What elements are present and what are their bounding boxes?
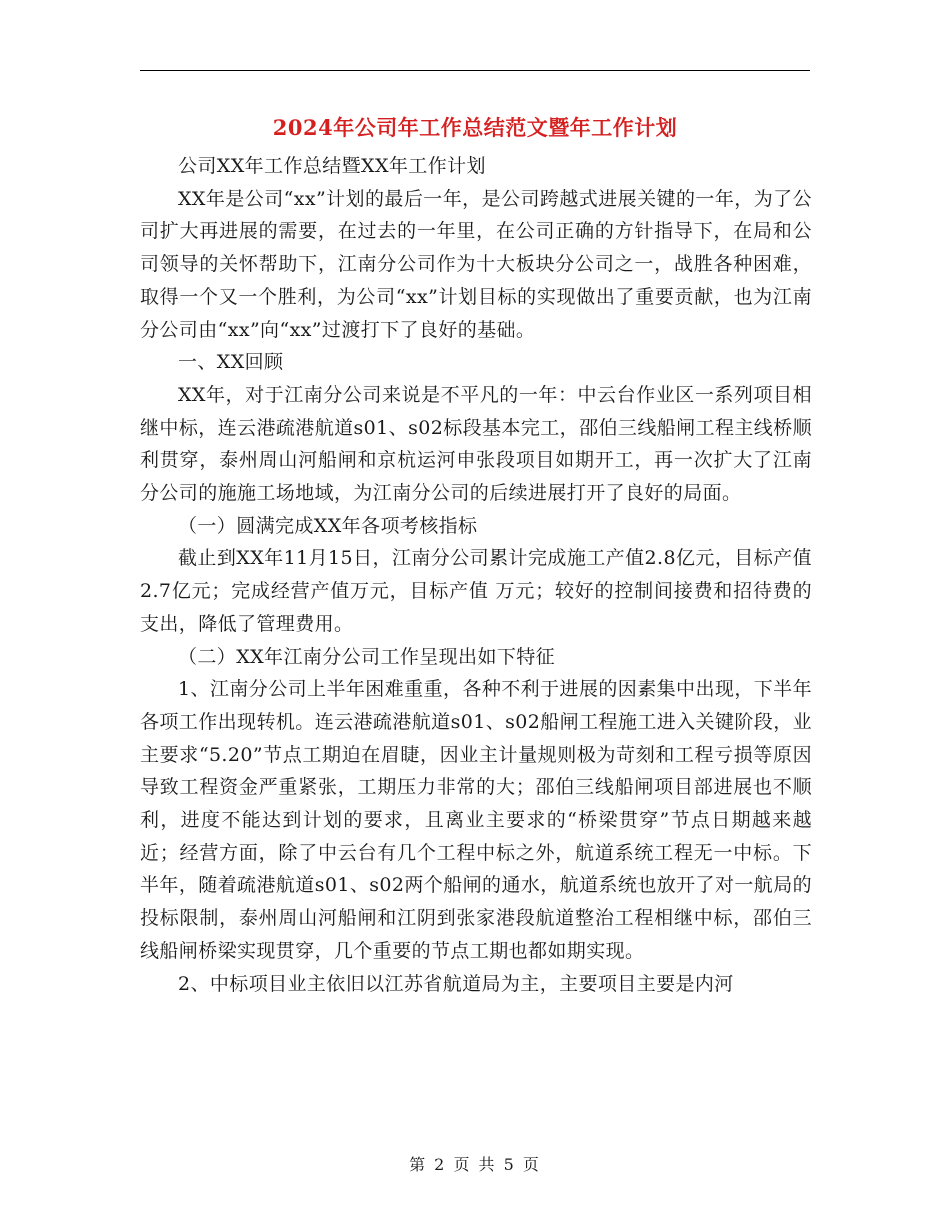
header-rule bbox=[140, 70, 810, 71]
document-title: 2024年公司年工作总结范文暨年工作计划 bbox=[272, 115, 678, 140]
subsection-heading-targets: （一）圆满完成XX年各项考核指标 bbox=[178, 514, 478, 537]
paragraph-subtitle: 公司XX年工作总结暨XX年工作计划 bbox=[178, 155, 486, 177]
paragraph-review: XX年，对于江南分公司来说是不平凡的一年：中云台作业区一系列项目相继中标，连云港疏港航道s01、s02标段基本完工，邵伯三线船闸工程主线桥顺利贯穿，泰州周山河船闸和京杭运河申张段项目如期开工，再一次扩大了江南分公司的施施工场地域，为江南分公司的后续进展打开了良好的局面。 bbox=[140, 383, 812, 505]
page-footer: 第 2 页 共 5 页 bbox=[409, 1155, 541, 1174]
section-heading-review: 一、XX回顾 bbox=[178, 351, 284, 374]
paragraph-intro: XX年是公司“xx”计划的最后一年，是公司跨越式进展关键的一年，为了公司扩大再进展的需要，在过去的一年里，在公司正确的方针指导下，在局和公司领导的关怀帮助下，江南分公司作为十大板块分公司之一，战胜各种困难，取得一个又一个胜利，为公司“xx”计划目标的实现做出了重要贡献，也为江南分公司由“xx”向“xx”过渡打下了良好的基础。 bbox=[140, 187, 812, 341]
paragraph-feature-1: 1、江南分公司上半年困难重重，各种不利于进展的因素集中出现，下半年各项工作出现转机。连云港疏港航道s01、s02船闸工程施工进入关键阶段，业主要求“5.20”节点工期迫在眉睫，因业主计量规则极为苛刻和工程亏损等原因导致工程资金严重紧张，工期压力非常的大；邵伯三线船闸项目部进展也不顺利，进度不能达到计划的要求，且离业主要求的“桥梁贯穿”节点日期越来越近；经营方面，除了中云台有几个工程中标之外，航道系统工程无一中标。下半年，随着疏港航道s01、s02两个船闸的通水，航道系统也放开了对一航局的投标限制，泰州周山河船闸和江阴到张家港段航道整治工程相继中标，邵伯三线船闸桥梁实现贯穿，几个重要的节点工期也都如期实现。 bbox=[140, 678, 812, 962]
subsection-heading-features: （二）XX年江南分公司工作呈现出如下特征 bbox=[178, 645, 556, 668]
document-body bbox=[140, 150, 812, 1000]
paragraph-feature-2: 2、中标项目业主依旧以江苏省航道局为主，主要项目主要是内河 bbox=[178, 972, 734, 995]
paragraph-targets: 截止到XX年11月15日，江南分公司累计完成施工产值2.8亿元，目标产值2.7亿元；完成经营产值万元，目标产值 万元；较好的控制间接费和招待费的支出，降低了管理费用。 bbox=[140, 547, 812, 635]
